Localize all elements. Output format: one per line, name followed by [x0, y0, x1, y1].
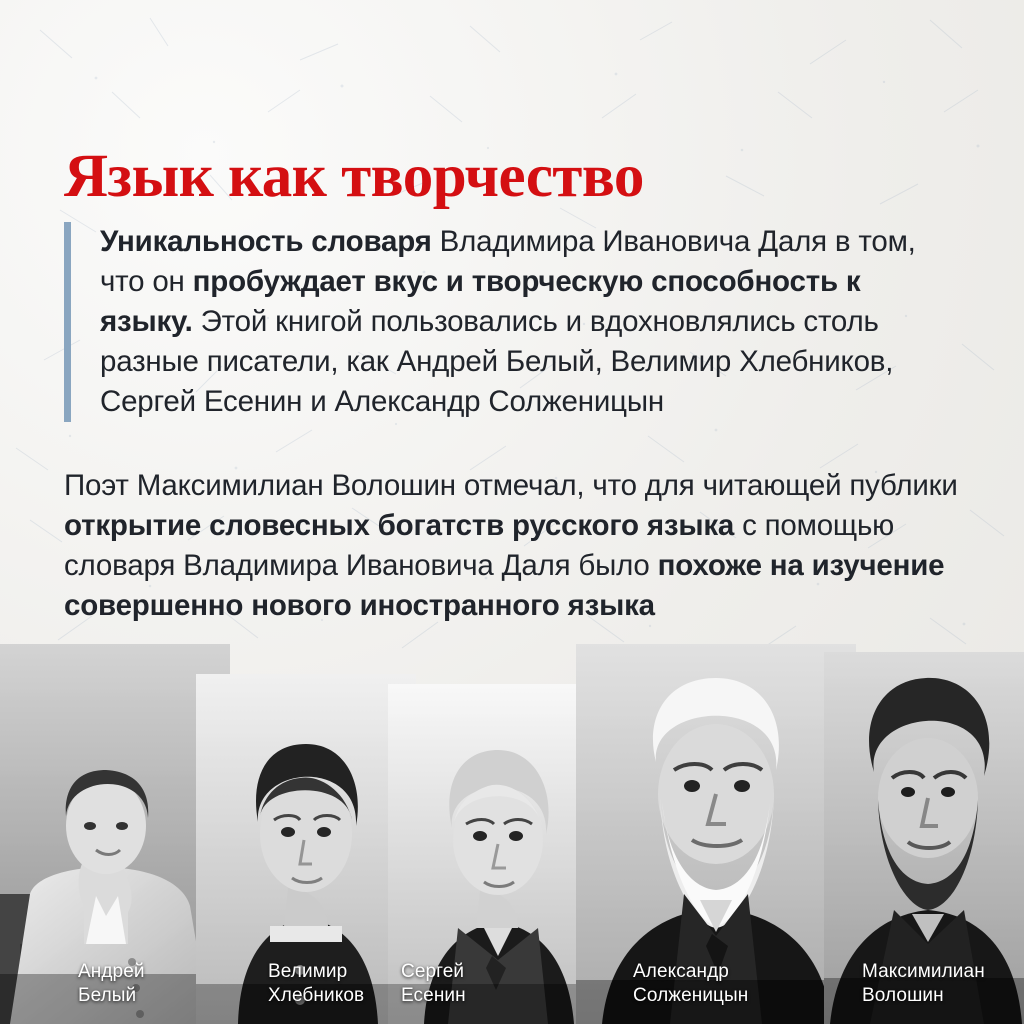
- caption-esenin-line1: Сергей: [401, 961, 465, 982]
- caption-voloshin: [862, 960, 985, 1008]
- page-title: Язык как творчество: [64, 142, 644, 210]
- portrait-strip: [0, 644, 1024, 1024]
- caption-bely: [78, 960, 145, 1008]
- emphasis-text: Уникальность словаря: [100, 225, 432, 258]
- emphasis-text: пробуждает вкус и творческую способность к языку.: [100, 265, 861, 338]
- caption-bely-line1: Андрей: [78, 961, 145, 982]
- caption-solzhenitsyn-line1: Александр: [633, 961, 729, 982]
- caption-esenin: [401, 960, 466, 1008]
- paragraph-one: [64, 222, 954, 422]
- caption-khlebnikov-line2: Хлебников: [268, 985, 365, 1006]
- paragraph-one-text: [100, 225, 916, 418]
- paragraph-two: [64, 466, 974, 626]
- caption-esenin-line2: Есенин: [401, 985, 466, 1006]
- emphasis-text: открытие словесных богатств русского языка: [64, 509, 735, 542]
- paragraph-two-text: [64, 469, 958, 622]
- caption-voloshin-line1: Максимилиан: [862, 961, 985, 982]
- caption-voloshin-line2: Волошин: [862, 985, 944, 1006]
- body-text: Поэт Максимилиан Волошин отмечал, что для читающей публики: [64, 469, 958, 502]
- caption-solzhenitsyn-line2: Солженицын: [633, 985, 749, 1006]
- body-text: с помощью словаря Владимира Ивановича Даля было: [64, 509, 895, 582]
- caption-solzhenitsyn: [633, 960, 748, 1008]
- emphasis-text: похоже на изучение совершенно нового иностранного языка: [64, 549, 945, 622]
- caption-bely-line2: Белый: [78, 985, 137, 1006]
- body-text: Владимира Ивановича Даля в том, что он: [100, 225, 916, 298]
- body-text: Этой книгой пользовались и вдохновлялись столь разные писатели, как Андрей Белый, Велимир Хлебников, Сергей Есенин и Александр Солженицын: [100, 305, 894, 418]
- caption-khlebnikov-line1: Велимир: [268, 961, 348, 982]
- caption-khlebnikov: [268, 960, 364, 1008]
